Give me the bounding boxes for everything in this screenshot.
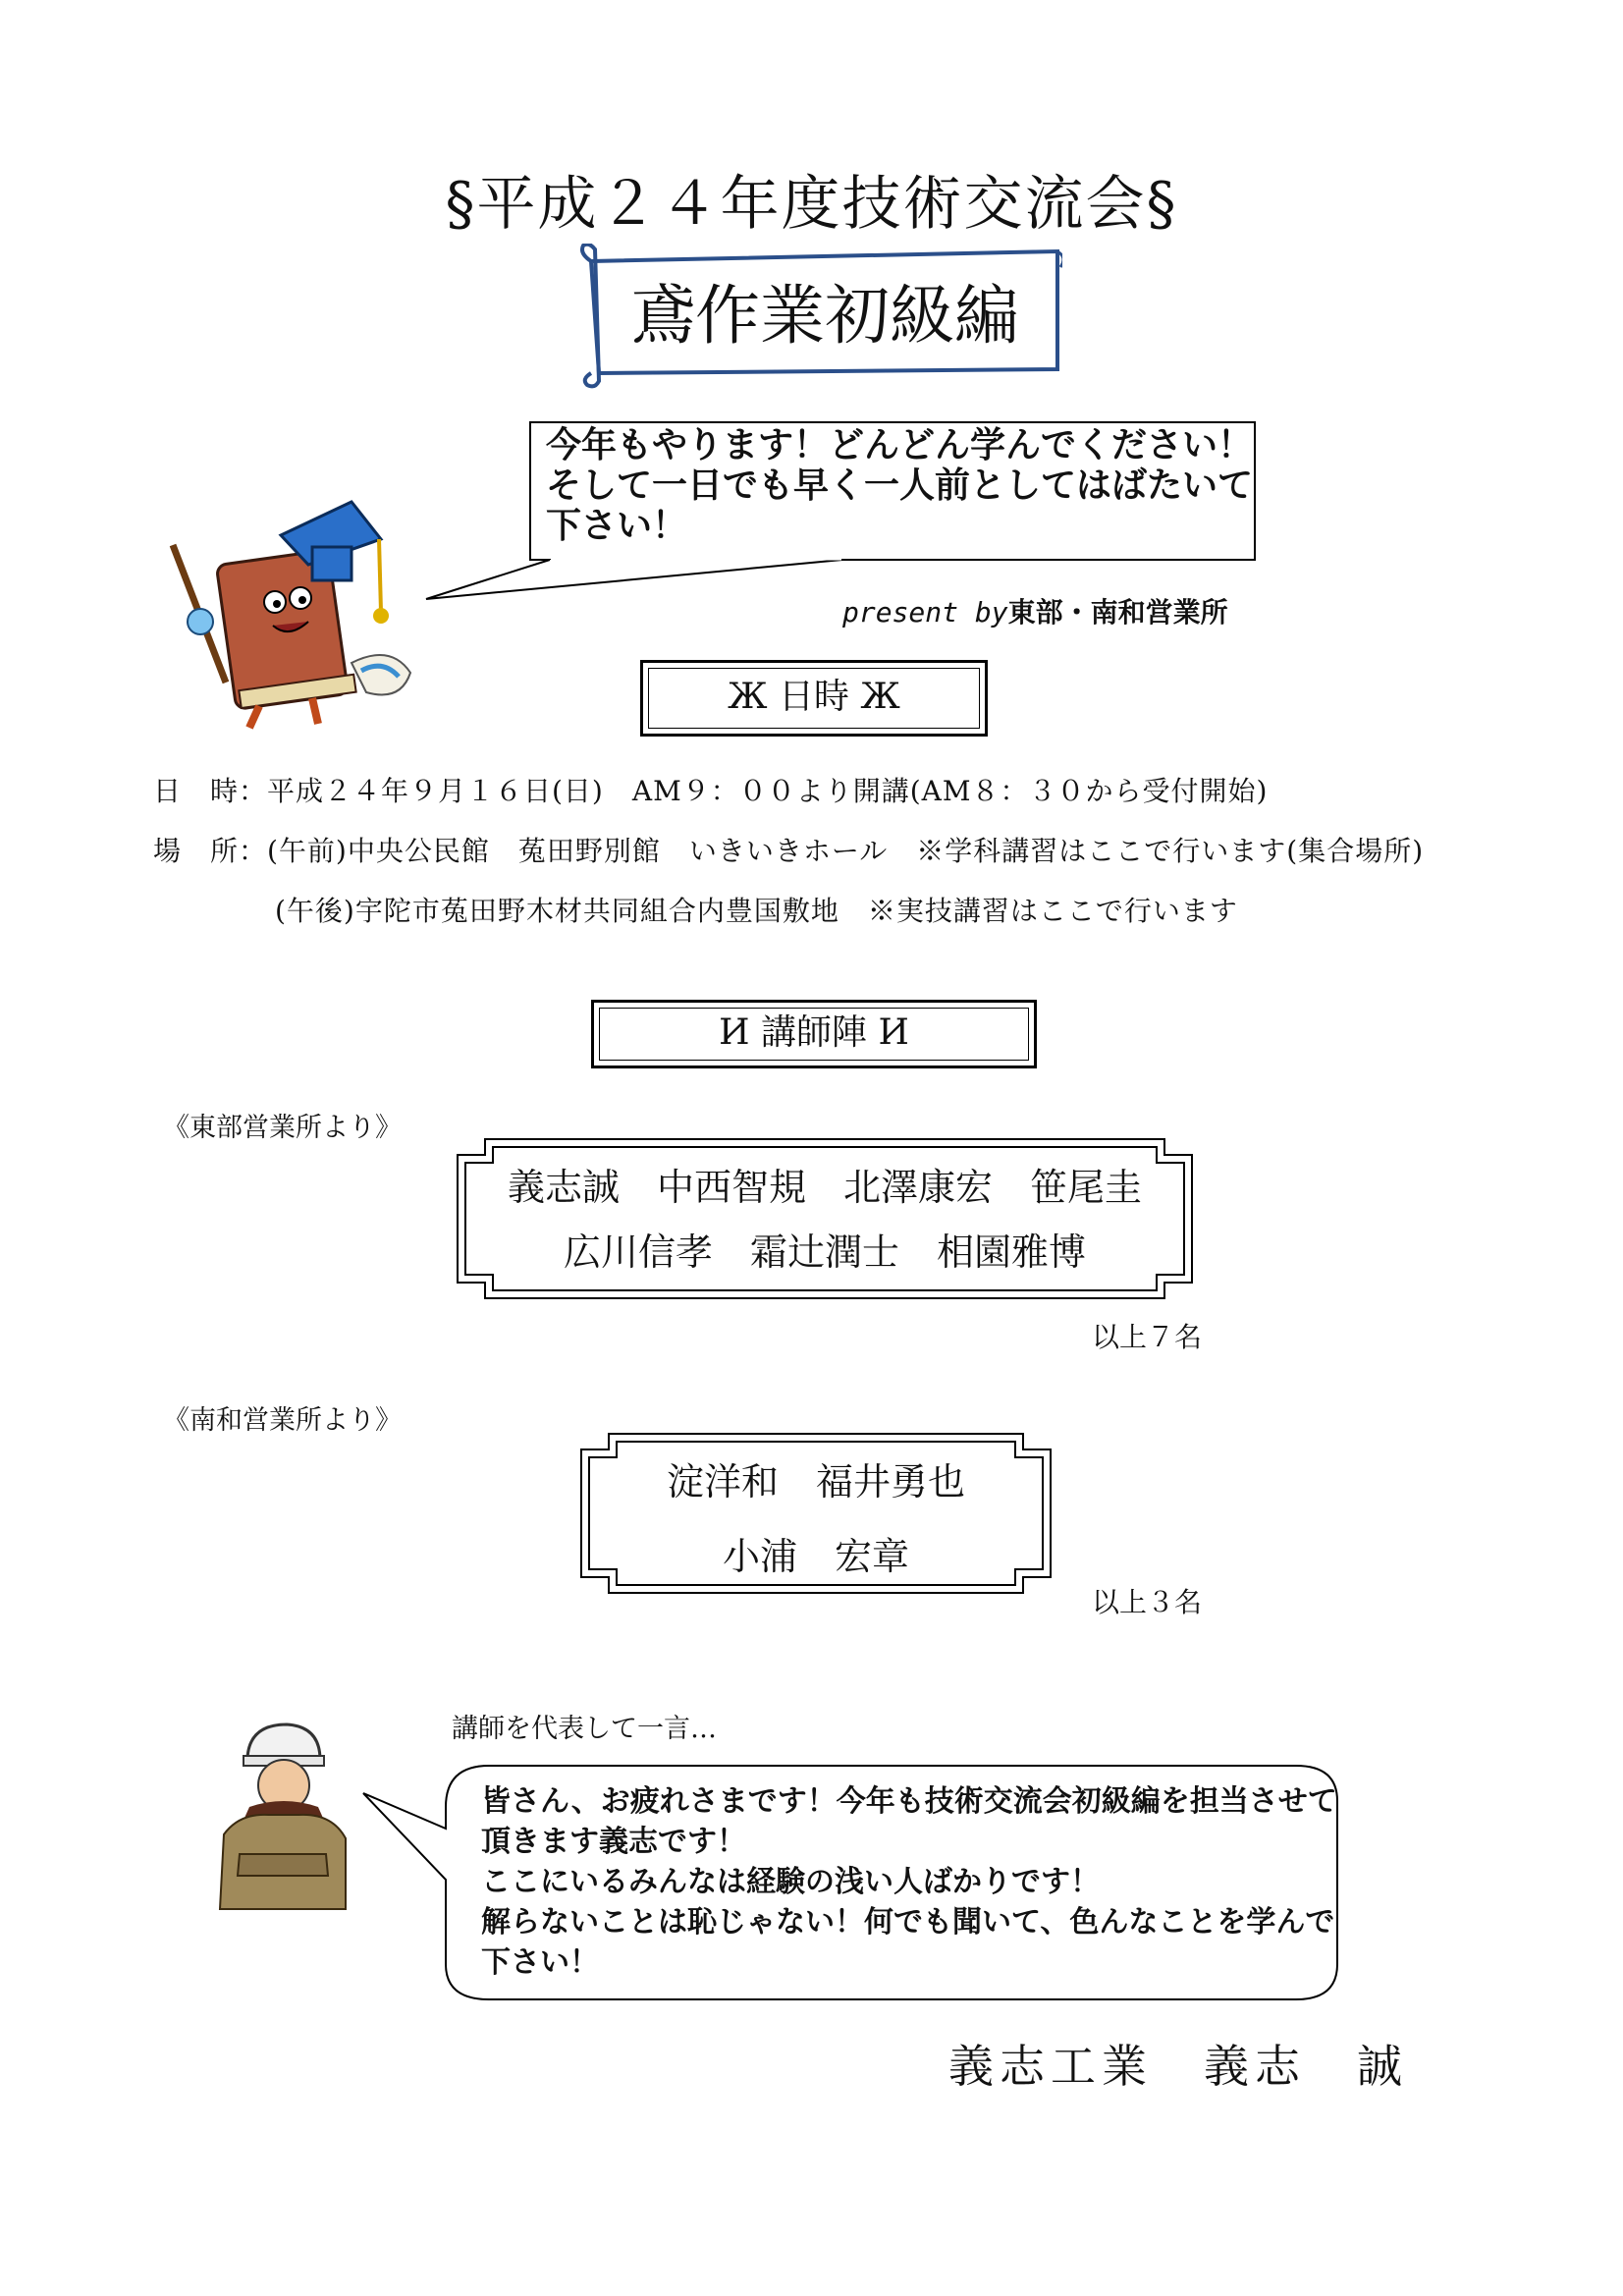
speech-text-1 (546, 425, 1253, 546)
book-mascot-illustration (165, 496, 430, 732)
present-org: 東部・南和営業所 (1007, 596, 1228, 629)
south-count: 以上３名 (1092, 1586, 1203, 1618)
speech-line: 解らないことは恥じゃない！何でも聞いて、色んなことを学んで (481, 1905, 1335, 1940)
page-title: §平成２４年度技術交流会§ (445, 170, 1178, 239)
east-lecturers-row-1: 義志誠 中西智規 北澤康宏 笹尾圭 (507, 1166, 1142, 1209)
speech-line: ここにいるみんなは経験の浅い人ばかりです！ (481, 1865, 1100, 1899)
east-office-label: 《東部営業所より》 (163, 1113, 402, 1143)
place-line-2: (午後)宇陀市菟田野木材共同組合内豊国敷地 ※実技講習はここで行います (275, 895, 1238, 927)
speech-line: 皆さん、お疲れさまです！今年も技術交流会初級編を担当させて (481, 1784, 1337, 1819)
subtitle: 鳶作業初級編 (630, 278, 1019, 354)
south-office-label: 《南和営業所より》 (163, 1405, 402, 1436)
speech-line: 頂きます義志です！ (481, 1825, 746, 1859)
datetime-section-header: Ж 日時 Ж (640, 660, 988, 737)
speech-line: そして一日でも早く一人前としてはばたいて (546, 465, 1254, 506)
south-lecturers-row-1: 淀洋和 福井勇也 (666, 1460, 965, 1503)
representative-label: 講師を代表して一言… (452, 1714, 717, 1744)
speech-text-2 (481, 1781, 1345, 1983)
datetime-line: 日 時：平成２４年９月１６日(日) AM９：００より開講(AM８：３０から受付開始) (153, 775, 1269, 807)
south-lecturers-row-2: 小浦 宏章 (722, 1535, 909, 1578)
worker-illustration (210, 1717, 357, 1913)
signature: 義志工業 義志 誠 (948, 2040, 1408, 2093)
east-lecturers-row-2: 広川信孝 霜辻潤士 相園雅博 (563, 1230, 1086, 1274)
lecturers-section-header: И 講師陣 И (591, 1000, 1037, 1068)
present-prefix: present by (842, 596, 1008, 629)
presenter-credit (842, 591, 1228, 630)
speech-line: 下さい！ (546, 506, 688, 546)
speech-line: 今年もやります！どんどん学んでください！ (546, 425, 1254, 465)
speech-line: 下さい！ (481, 1945, 599, 1980)
east-count: 以上７名 (1092, 1321, 1203, 1353)
place-line-1: 場 所：(午前)中央公民館 菟田野別館 いきいきホール ※学科講習はここで行います(集合場所) (153, 835, 1425, 867)
